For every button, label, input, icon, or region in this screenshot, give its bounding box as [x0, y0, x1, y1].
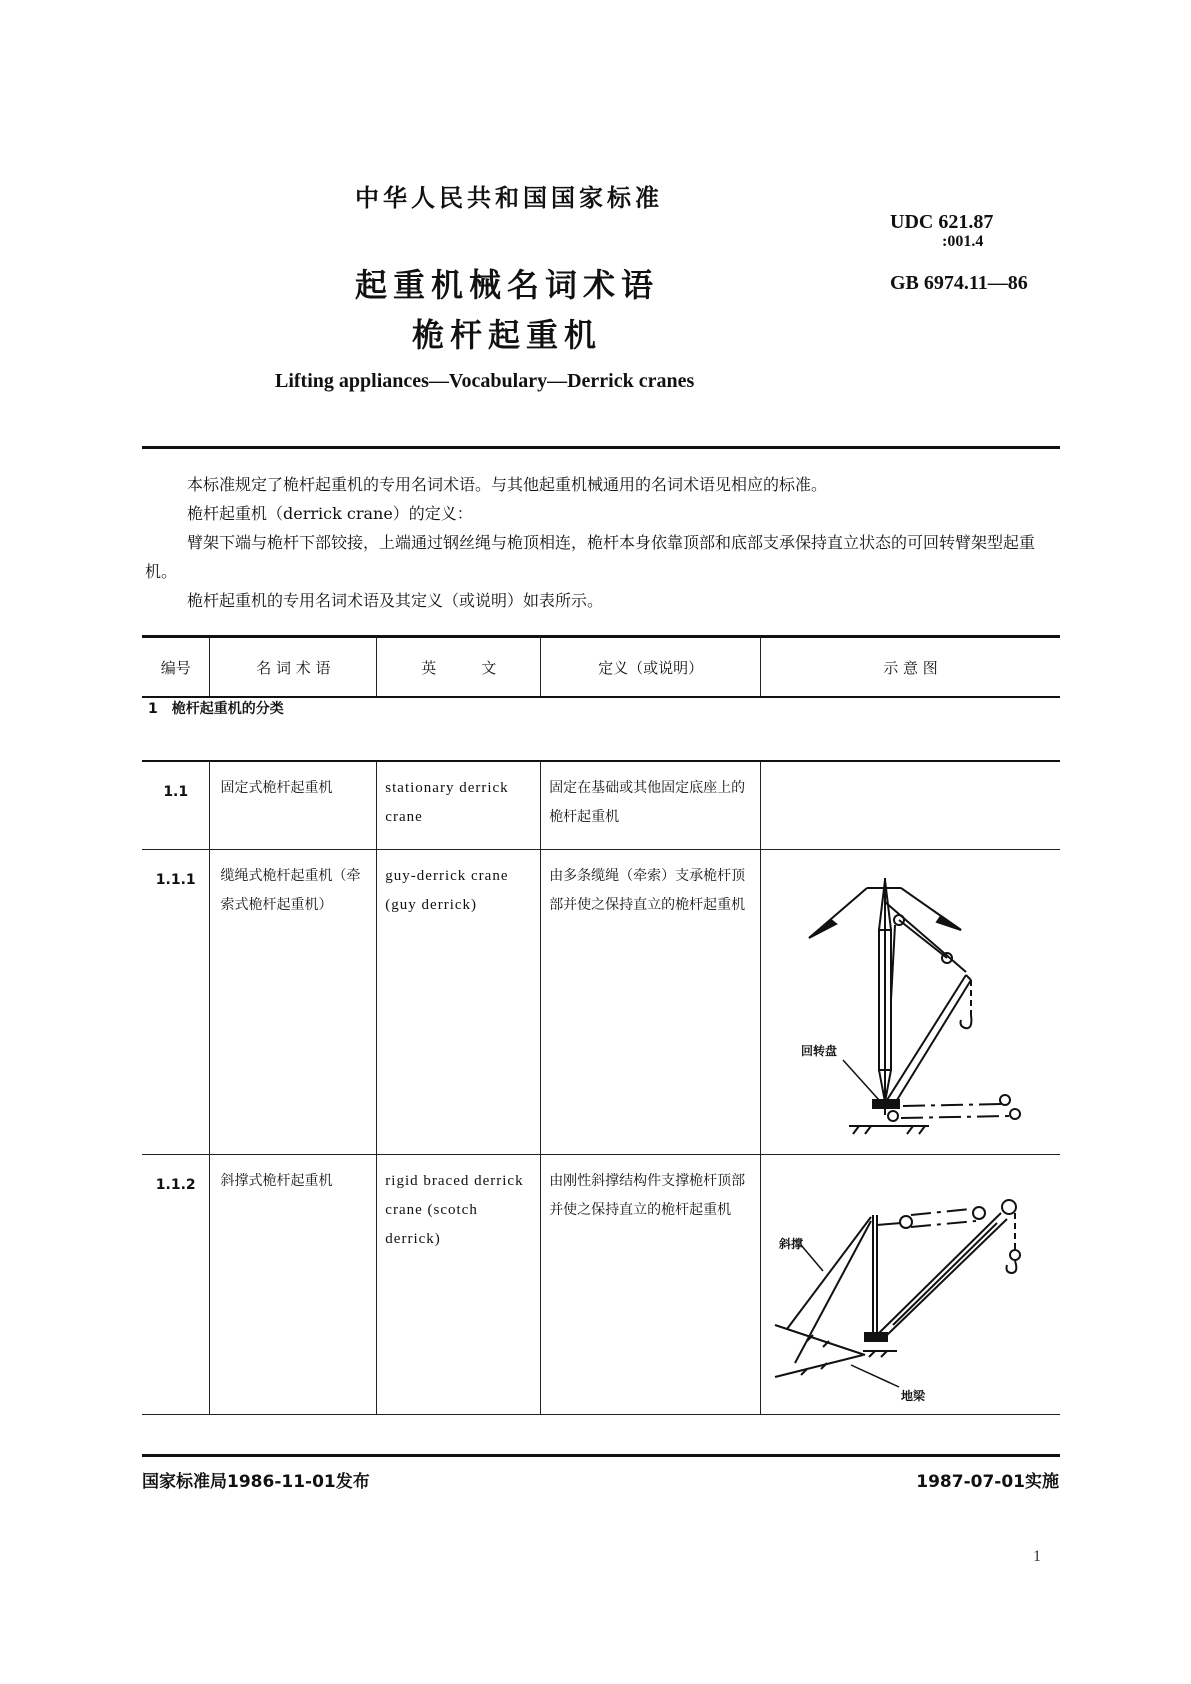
issue-date: 国家标准局1986-11-01发布 [142, 1472, 370, 1492]
intro-paragraph-4: 桅杆起重机的专用名词术语及其定义（或说明）如表所示。 [187, 591, 604, 610]
row-english: guy-derrick crane (guy derrick) [377, 849, 541, 1154]
row-num: 1.1 [142, 761, 210, 849]
row-english: rigid braced derrick crane (scotch derrick) [377, 1154, 541, 1414]
scotch-derrick-figure [760, 1154, 1060, 1414]
gb-code: GB 6974.11—86 [890, 272, 1028, 294]
guy-derrick-figure [760, 849, 1060, 1154]
row-figure-empty [760, 761, 1060, 849]
slewing-ring-label: 回转盘 [800, 1043, 837, 1058]
intro-paragraph-3: 臂架下端与桅杆下部铰接，上端通过钢丝绳与桅顶相连，桅杆本身依靠顶部和底部支承保持直立状态的可回转臂架型起重机。 [145, 533, 1036, 581]
row-term: 缆绳式桅杆起重机（牵索式桅杆起重机） [210, 849, 377, 1154]
table-header-row [142, 637, 1060, 698]
header-num: 编号 [142, 637, 210, 698]
intro-paragraph-2: 桅杆起重机（derrick crane）的定义： [187, 504, 473, 523]
footer-divider [142, 1454, 1060, 1457]
row-definition: 由刚性斜撑结构件支撑桅杆顶部并使之保持直立的桅杆起重机 [541, 1154, 761, 1414]
brace-label: 斜撑 [778, 1236, 803, 1251]
document-title: 起重机械名词术语 [355, 266, 660, 304]
terms-table [142, 635, 1060, 1415]
header-figure: 示 意 图 [760, 637, 1060, 698]
row-english: stationary derrick crane [377, 761, 541, 849]
table-row [142, 761, 1060, 849]
table-row [142, 849, 1060, 1154]
section-row [142, 697, 1060, 761]
header-english: 英 文 [377, 637, 541, 698]
page-number: 1 [1033, 1548, 1041, 1565]
document-subtitle: 桅杆起重机 [412, 316, 603, 354]
guy-derrick-diagram-icon [761, 850, 1060, 1150]
header-divider [142, 446, 1060, 449]
header-definition: 定义（或说明） [541, 637, 761, 698]
udc-line1: UDC 621.87 [890, 211, 994, 233]
english-title: Lifting appliances—Vocabulary—Derrick cranes [275, 370, 695, 392]
row-definition: 由多条缆绳（牵索）支承桅杆顶部并使之保持直立的桅杆起重机 [541, 849, 761, 1154]
udc-line2: :001.4 [942, 233, 984, 250]
row-term: 固定式桅杆起重机 [210, 761, 377, 849]
header-term: 名 词 术 语 [210, 637, 377, 698]
row-definition: 固定在基础或其他固定底座上的桅杆起重机 [541, 761, 761, 849]
row-num: 1.1.1 [142, 849, 210, 1154]
table-row [142, 1154, 1060, 1414]
row-num: 1.1.2 [142, 1154, 210, 1414]
scotch-derrick-diagram-icon [761, 1155, 1060, 1410]
effective-date: 1987-07-01实施 [916, 1472, 1059, 1492]
intro-section [145, 470, 1060, 615]
standard-label: 中华人民共和国国家标准 [355, 184, 663, 212]
udc-code [890, 212, 993, 252]
row-term: 斜撑式桅杆起重机 [210, 1154, 377, 1414]
intro-paragraph-1: 本标准规定了桅杆起重机的专用名词术语。与其他起重机械通用的名词术语见相应的标准。 [187, 475, 828, 494]
section-title: 1 桅杆起重机的分类 [142, 697, 1060, 761]
ground-beam-label: 地梁 [900, 1388, 925, 1403]
